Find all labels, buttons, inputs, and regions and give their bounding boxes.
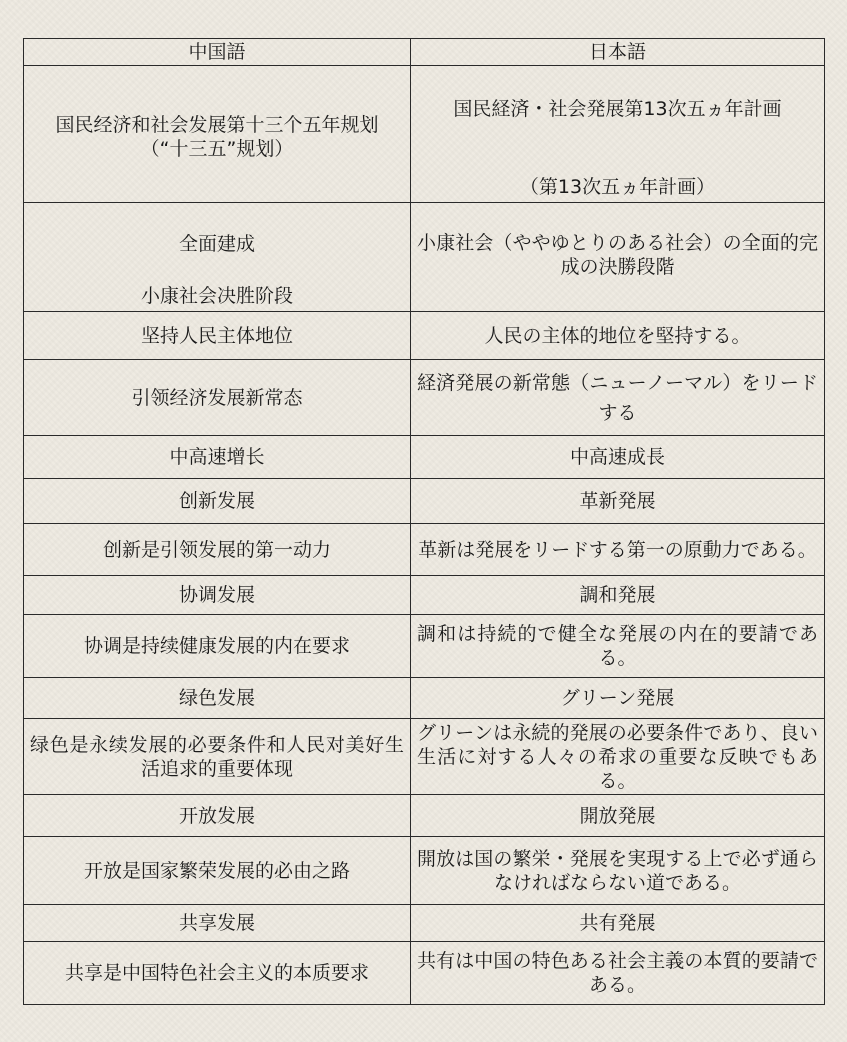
table-row	[24, 479, 825, 524]
table-row	[24, 312, 825, 360]
cell-japanese: 革新発展	[411, 479, 825, 524]
cell-line: 国民经济和社会发展第十三个五年规划	[55, 114, 379, 136]
header-chinese: 中国語	[24, 39, 411, 66]
cell-japanese: 開放発展	[411, 795, 825, 837]
cell-japanese	[411, 837, 825, 905]
cell-chinese: 创新是引领发展的第一动力	[24, 524, 411, 576]
cell-japanese	[411, 942, 825, 1005]
cell-chinese	[24, 66, 411, 203]
header-japanese: 日本語	[411, 39, 825, 66]
cell-line: 国民経済・社会発展第13次五ヵ年計画	[453, 98, 782, 120]
table-row	[24, 615, 825, 678]
cell-japanese	[411, 524, 825, 576]
cell-chinese: 引领经济发展新常态	[24, 360, 411, 436]
cell-text: グリーンは永続的発展の必要条件であり、良い生活に対する人々の希求の重要な反映でもある。	[417, 721, 818, 792]
cell-japanese: 中高速成長	[411, 436, 825, 479]
cell-chinese: 开放发展	[24, 795, 411, 837]
cell-japanese	[411, 360, 825, 436]
cell-chinese: 绿色发展	[24, 678, 411, 719]
cell-chinese: 开放是国家繁荣发展的必由之路	[24, 837, 411, 905]
cell-chinese: 中高速增长	[24, 436, 411, 479]
table-row	[24, 719, 825, 795]
cell-chinese: 协调发展	[24, 576, 411, 615]
table-row	[24, 678, 825, 719]
cell-text: 調和は持続的で健全な発展の内在的要請である。	[417, 623, 818, 669]
table-row	[24, 837, 825, 905]
cell-japanese	[411, 719, 825, 795]
table-row	[24, 360, 825, 436]
cell-chinese	[24, 719, 411, 795]
table-row	[24, 436, 825, 479]
cell-japanese	[411, 66, 825, 203]
table-row	[24, 795, 825, 837]
cell-japanese: 調和発展	[411, 576, 825, 615]
cell-chinese: 坚持人民主体地位	[24, 312, 411, 360]
cell-japanese	[411, 203, 825, 312]
cell-line: （“十三五”规划）	[140, 138, 294, 160]
cell-japanese: 共有発展	[411, 905, 825, 942]
cell-line: 小康社会决胜阶段	[140, 285, 293, 307]
cell-chinese: 协调是持续健康发展的内在要求	[24, 615, 411, 678]
cell-text: 共有は中国の特色ある社会主義の本質的要請である。	[417, 950, 818, 996]
cell-text: 小康社会（ややゆとりのある社会）の全面的完成の決勝段階	[417, 232, 818, 278]
cell-text: 経済発展の新常態（ニューノーマル）をリードする	[417, 371, 818, 424]
cell-chinese: 创新发展	[24, 479, 411, 524]
table-header-row	[24, 39, 825, 66]
table-row	[24, 203, 825, 312]
table-row	[24, 576, 825, 615]
cell-japanese: グリーン発展	[411, 678, 825, 719]
cell-japanese: 人民の主体的地位を堅持する。	[411, 312, 825, 360]
cell-text: 開放は国の繁栄・発展を実現する上で必ず通らなければならない道である。	[417, 847, 818, 894]
table-row	[24, 66, 825, 203]
cell-line: （第13次五ヵ年計画）	[519, 176, 716, 198]
cell-chinese: 共享是中国特色社会主义的本质要求	[24, 942, 411, 1005]
cell-chinese: 共享发展	[24, 905, 411, 942]
cell-line: 全面建成	[178, 233, 255, 255]
terminology-table	[23, 38, 825, 1005]
cell-chinese	[24, 203, 411, 312]
table-row	[24, 905, 825, 942]
cell-text: 绿色是永续发展的必要条件和人民对美好生活追求的重要体现	[30, 733, 404, 780]
table-row	[24, 942, 825, 1005]
cell-japanese	[411, 615, 825, 678]
table-row	[24, 524, 825, 576]
cell-text: 革新は発展をリードする第一の原動力である。	[418, 538, 817, 561]
